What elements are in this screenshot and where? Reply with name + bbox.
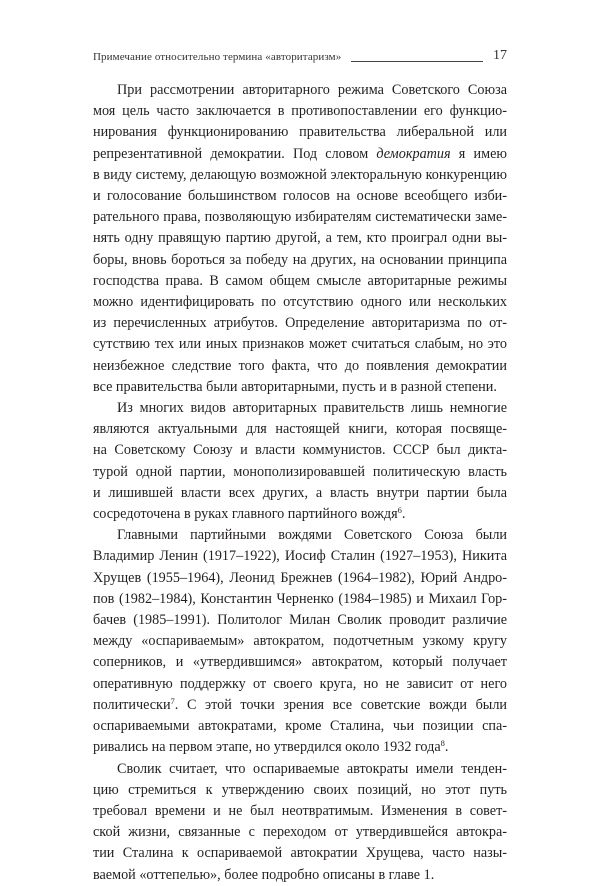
text-line: тии Сталина к оспариваемой автократии Хрущева, часто назы- — [93, 845, 507, 862]
header-rule — [351, 61, 483, 62]
text-line: цию стремиться к утверждению своих позиций, но этот путь — [93, 781, 507, 798]
text-line: все правительства были авторитарными, пусть и в разной степени. — [93, 378, 497, 395]
text-line: рательного права, позволяющую избирателям систематически заме- — [93, 209, 507, 226]
paragraph — [93, 525, 507, 758]
paragraph — [93, 80, 507, 398]
text-line: При рассмотрении авторитарного режима Советского Союза — [117, 82, 507, 98]
text-line — [93, 737, 507, 758]
text-line: сутствию тех или иных признаков может считаться слабым, но это — [93, 336, 507, 353]
text-run: репрезентативной демократии. Под словом — [93, 145, 369, 162]
text-line: турой одной партии, монополизировавшей политическую власть — [93, 463, 507, 480]
text-line: соперников, и «утвердившимся» автократом, который получает — [93, 654, 507, 671]
text-run: политически — [93, 696, 171, 713]
text-line: бачев (1985–1991). Политолог Милан Сволик проводит различие — [93, 612, 507, 629]
text-line: нирования функционированию правительства либеральной или — [93, 124, 507, 141]
text-line: являются актуальными для настоящей книги, которая посвяще- — [93, 421, 507, 438]
text-line: ваемой «оттепелью», более подробно описаны в главе 1. — [93, 866, 435, 883]
text-line: Владимир Ленин (1917–1922), Иосиф Сталин (1927–1953), Никита — [93, 548, 507, 565]
text-line — [93, 144, 507, 165]
text-run: . — [444, 739, 449, 756]
footnote-ref: 8 — [440, 738, 445, 749]
text-line: между «оспариваемым» автократом, подотчетным узкому кругу — [93, 633, 507, 650]
text-line: на Советскому Союзу и власти коммунистов. СССР был дикта- — [93, 442, 507, 459]
text-run: ривались на первом этапе, но утвердился около 1932 года — [93, 739, 441, 756]
text-run: я имею — [450, 145, 507, 162]
footnote-ref: 7 — [170, 695, 175, 706]
text-line: моя цель часто заключается в противопоставлении его функцио- — [93, 103, 507, 120]
text-line: боры, вновь бороться за победу на других, на основании принципа — [93, 251, 507, 268]
text-line: Главными партийными вождями Советского Союза были — [117, 527, 507, 544]
body-text — [93, 80, 507, 886]
text-line: и голосование большинством голосов на основе всеобщего изби- — [93, 188, 507, 205]
text-line: неизбежное следствие того факта, что до появления демократии — [93, 357, 507, 374]
text-line: и лишившей власти всех других, а власть внутри партии была — [93, 484, 507, 501]
text-line: можно идентифицировать по отсутствию одного или нескольких — [93, 294, 507, 311]
text-line: Сволик считает, что оспариваемые автократы имели тенден- — [117, 760, 507, 777]
text-line: требовал времени и не был неотвратимым. Изменения в совет- — [93, 802, 507, 819]
text-line: Из многих видов авторитарных правительств лишь немногие — [117, 400, 507, 417]
text-line: оспариваемыми автократами, кроме Сталина, чьи позиции спа- — [93, 718, 507, 735]
text-line — [93, 695, 507, 716]
page-number: 17 — [493, 48, 507, 63]
text-line: в виду систему, делающую возможной электоральную конкуренцию — [93, 166, 507, 183]
text-line — [93, 504, 507, 525]
text-run: сосредоточена в руках главного партийного вождя — [93, 506, 398, 523]
running-head — [93, 48, 507, 68]
text-line: ской жизни, связанные с переходом от утвердившейся автокра- — [93, 824, 507, 841]
running-title: Примечание относительно термина «авторитаризм» — [93, 51, 342, 63]
text-line: из перечисленных атрибутов. Определение авторитаризма по от- — [93, 315, 507, 332]
paragraph — [93, 759, 507, 886]
text-run: . С этой точки зрения все советские вожди были — [174, 696, 507, 713]
text-line: нять одну правящую партию другой, а тем, кто проиграл одни вы- — [93, 230, 507, 247]
emphasis-term: демократия — [376, 145, 451, 162]
text-run: . — [401, 506, 406, 523]
text-line: господства права. В самом общем смысле авторитарные режимы — [93, 272, 507, 289]
text-line: оперативную поддержку от своего круга, но не зависит от него — [93, 675, 507, 692]
text-line: Хрущев (1955–1964), Леонид Брежнев (1964–1982), Юрий Андро- — [93, 569, 507, 586]
footnote-ref: 6 — [397, 505, 402, 516]
text-line: пов (1982–1984), Константин Черненко (1984–1985) и Михаил Гор- — [93, 590, 507, 607]
paragraph — [93, 398, 507, 525]
